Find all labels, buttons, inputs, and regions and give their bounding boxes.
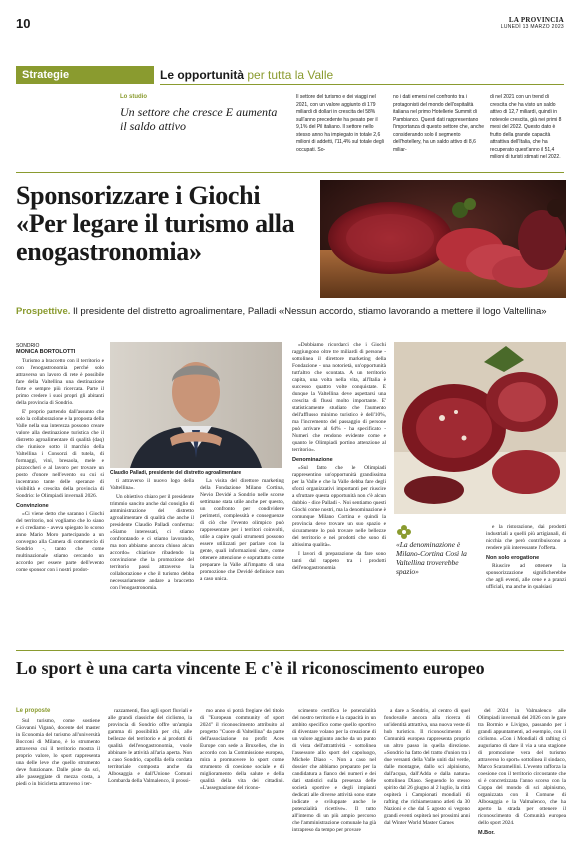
dateline-place: SONDRIO (16, 343, 40, 349)
pull-quote-text: «La denominazione è Milano-Cortina Così la Valtellina troverebbe spazio» (396, 540, 467, 576)
paragraph: Turismo a braccetto con il territorio e con l'enogastronomia perché solo attraverso un lavoro di rete è possibile fare della Valtellina una destinazione forte e sempre più ricercata. Parte il primo credere i suoi propri gli abitanti della provincia di Sondrio. (16, 358, 104, 406)
subheading-convinzione: Convinzione (16, 503, 49, 509)
paragraph: razzamenti, fino agli sport fluviali e alle grandi classiche del ciclismo, la provincia di Sondrio offre un'ampia gamma di possibilità per chi, alle bellezze del territorio e ai prodotti di qualità dell'enogastronomia, vuole abbinare le attività all'aria aperta. Non a caso Sondrio, capofila della cordata territoriale composta anche da Albosaggia e dall'Unione Comuni Lombarda della Valmalenco, il prossi- (108, 708, 192, 784)
page-number: 10 (16, 16, 31, 31)
article-column-4 (292, 342, 386, 574)
article2-column-3 (200, 708, 284, 794)
subheading-denominazione: Denominazione (292, 457, 333, 463)
paragraph: a dare a Sondrio, al centro di quel fondovalle ancora alla ricerca di un'identità attrattiva, una nuova veste di hub turistico. Il riconoscimento di Comunità europea rappresenta proprio un altro passo in quella direzione. «Sondrio ha fatto del tratto d'union tra i due versanti della Valle uniti dal verde, dalle montagne, dallo sci alpinismo, dall'acqua, dall'Adda e dalla natura» sottolinea Diaso. Seguendo lo stesso spirito dal 26 giugno al 2 luglio, la città ospiterà i Campionati mondiali di rafting che richiameranno atleti da 30 Nazioni e che dal 5 agosto si vegono grandi eventi ospiterà nei prossimi anni dal Winter World Master Games (384, 708, 470, 826)
second-headline: Lo sport è una carta vincente E c'è il riconoscimento europeo (16, 658, 485, 678)
tagline-thin: per tutta la Valle (247, 68, 334, 82)
subheadline (16, 306, 564, 318)
proposte-label: Le proposte (16, 708, 51, 714)
subheading-non-solo: Non solo erogatione (486, 555, 540, 561)
studio-column-2: no i dati emersi nel confronto tra i protagonisti del mondo dell'ospitalità italiana nel primo Hotellerie Summit di Pambianco. Questi dati rappresentano l'importanza di questo settore che, anche considerando solo il segmento dell'hotellery, ha un saldo attivo di 8,6 miliar- (393, 94, 485, 153)
studio-title: Un settore che cresce E aumenta il saldo attivo (120, 105, 278, 133)
paragraph: Sul turismo, come sostiene Giovanni Viganò, docente del master in Economia del turismo all'università Bocconi di Milano, è lo strumento attraverso cui il territorio mostra il proprio valore, lo sport rappresenta una delle leve che quello strumento deve funzionare. Dalle piste da sci, alle passeggiate di mezza costa, a piedi o in bicicletta attraverso i ter- (16, 718, 100, 787)
paragraph: ti attraverso il nuovo logo della Valtellina». (110, 478, 194, 491)
portrait-caption: Claudio Palladi, presidente del distretto agroalimentare (110, 470, 242, 476)
article2-column-4 (292, 708, 376, 836)
article-column-3 (200, 478, 284, 585)
divider (16, 650, 564, 651)
paragraph: I lavori di preparazione da fare sono tanti dal tappeto tra i prodotti dell'enogastronomia (292, 551, 386, 571)
masthead (501, 16, 564, 30)
author-name: MONICA BORTOLOTTI (16, 349, 76, 355)
paragraph: «Sul fatto che le Olimpiadi rappresentino un'opportunità grandissima per la Valle e che la Valle debba fare degli sforzi organizzativi importanti per riuscire a sfruttare questa opportunità non c'è alcun dubbio - dice Palladi -. Noi sentiamo questi Giochi come nostri, ma la denominazione è comunque Milano Cortina e quindi la provincia deve trovare un suo spazio e sicuramente lo può trovare nelle bellezze del territorio e nei prodotti che sono di altissima qualità». (292, 465, 386, 548)
flower-icon (396, 524, 412, 540)
article2-column-2 (108, 708, 192, 787)
paragraph: mo anno si potrà fregiare del titolo di "European community of sport 2024" il riconoscimento attribuito al progetto "Cuore di Valtellina" da parte dell'associazione no profit Aces Europe con sede a Bruxelles, che in accordo con la Commissione europea, mira a promuovere lo sport come strumento di coesione sociale e di miglioramento della salute e della qualità della vita dei cittadini. «L'assegnazione del ricono- (200, 708, 284, 791)
paragraph: del 2024 in Valmalenco alle Olimpiadi invernali del 2026 con le gare tra Bormio e Livigno, passando per i grandi appuntamenti, ad esempio, con il ciclismo. «Con i Mondiali di rafting ci auguriamo di dare il via a una stagione di promozione vera del turismo attraverso lo sport» sottolinea il sindaco, Marco Scaramellini. L'evento rafforza la coesione con il territorio circostante che si è concretizzata l'anno scorso con la Coppa del mondo di sci alpinismo, organizzata con il Comune di Albosaggia e la Valmalenco, che ha aperto la strada per ottenere il riconoscimento di Comunità europea dello sport 2024. (478, 708, 566, 826)
article-column-2 (110, 478, 194, 594)
section-bar (16, 66, 564, 84)
paragraph: Un obiettivo chiaro per il presidente trimmio sancito anche dal consiglio di amministrazione del distretto agroalimentare di qualità che anche il presidente Claudio Palladi conferma: «Siamo interessati, ci stiamo confrontando e ci stiamo lavorando, ma non abbiamo ancora chiuso alcun accordo» chiarisce ribadendo la convinzione che la promozione del territorio passi attraverso la collaborazione e che il turismo debba necessariamente andare a braccetto con l'enogastronomia. (110, 494, 194, 591)
studio-column-3: di nel 2021 con un trend di crescita che ha visto un saldo attivo di 12,7 miliardi, quindi in notevole crescita, già nei primi 8 mesi del 2022. Questo dato è frutto della grande capacità attrattiva dell'Italia, che ha recuperato quest'anno il 51,4 milioni di turisti stimati nel 2022. (490, 94, 562, 160)
paragraph: «Dobbiamo ricordarci che i Giochi raggiungono oltre tre miliardi di persone - sottolinea il direttore marketing della Fondazione - una notorietà, un'opportunità tutt'altro che scontata. A un territorio capita, una volta nella vita, all'Italia è successo quattro volte conquistate. E dunque la Valtellina deve aspettarsi una crescita di flussi molto importante. E' statisticamente studiato che l'aumento dell'afflusso minimo turistico è dell'10%, ma l'incremento del passaggio di persone può arrivare al 64% - ha specificato - Numeri che rendono evidente come e quanto le Olimpiadi portino attenzione al territorio». (292, 342, 386, 453)
salumi-photo (394, 342, 566, 514)
kicker: Prospettive. (16, 306, 71, 317)
subhead-text: Il presidente del distretto agroalimentare, Palladi «Nessun accordo, stiamo lavorando a mettere il logo Valtellina» (70, 306, 547, 317)
bresaola-photo (320, 180, 566, 298)
article2-column-5 (384, 708, 470, 829)
divider (16, 172, 564, 173)
section-label: Strategie (16, 66, 154, 84)
byline (16, 343, 75, 355)
section-tagline (160, 66, 564, 85)
issue-date: LUNEDÌ 13 MARZO 2023 (500, 24, 564, 30)
paragraph: Riuscire ad ottenere la sponsorizzazione significherebbe che agli eventi, alle cene e a pranzi ufficiali, ma anche in qualsiasi (486, 563, 566, 590)
paragraph: e la ristorazione, dai prodotti industriali a quelli più artigianali, di nicchia che però contribuiscono a rendere più interessante l'offerta. (486, 524, 566, 551)
article-column-5 (486, 524, 566, 593)
article-column-1 (16, 358, 104, 576)
paragraph: scimento certifica le potenzialità del nostro territorio e la capacità in un ambito specifico come quello sportivo di diventare volano per la creazione di un valore aggiunto anche da un punto di vista dell'attrattività - sottolinea l'assessore allo sport del capoluogo, Michele Diaso -. Non a caso nel dossier che abbiamo preparato per la candidatura a fianco dei numeri e dei dati statistici sulla presenza delle società sportive e degli impianti dedicati alle diverse attività sono state indicate e sviluppate anche le potenzialità ricettive». Il tutto all'interno di un più ampio percorso che l'amministrazione comunale ha già intrapreso da tempo per provare (292, 708, 376, 833)
studio-label: Lo studio (120, 94, 147, 100)
tagline-bold: Le opportunità (160, 68, 244, 82)
paragraph: E' proprio partendo dall'assunto che solo la collaborazione e la proposta della Valle nella sua interezza possono creare valore alla destinazione turistica che il distretto agroalimentare di qualità (daq) che riunisce sotto il marchio della Valtellina i Consorzi di tutela, di formaggi, vini, bresaola, mele e pizzoccheri e al lavoro per trovare un posto d'onore nell'evento su cui si incentrano tante delle speranze di visibilità e crescita della provincia di Sondrio: le Olimpiadi invernali 2026. (16, 409, 105, 499)
author-signature: M.Bor. (478, 830, 495, 836)
paragraph: La visita del direttore marketing della Fondazione Milano Cortina, Nevio Devidé a Sondrio nelle scorse settimane stata utile anche per questo, un confronto per condividere perimetri, complessità e conseguenze di ciò che l'evento olimpico può rappresentare per i territori coinvolti, utile a capire quali strumenti possono essere utilizzati per parlare con la gente, quali informazioni dare, come ottenere attenzione e soprattutto come preparare la Valle all'impatto di una promozione che Devidé definisce non a caso unica. (200, 478, 284, 582)
studio-column-1: Il settore del turismo e dei viaggi nel 2021, con un valore aggiunto di 179 miliardi di dollari in crescita del 58% sull'anno precedente ha pesato per il 9,1% del Pil italiano. Il settore nello stesso anno ha impiegato in totale 2,6 milioni di addetti, l'11,4% sul totale degli occupati. So- (296, 94, 384, 153)
pull-quote (396, 540, 478, 576)
article2-column-6 (478, 708, 566, 838)
portrait-photo (110, 342, 282, 468)
article2-column-1 (16, 718, 100, 790)
main-headline: Sponsorizzare i Giochi «Per legare il turismo alla enogastronomia» (16, 181, 295, 266)
paragraph: «Ci viene detto che saranno i Giochi del territorio, noi vogliamo che lo siano e ci crediamo - aveva spiegato lo scorso anno Mario Moro partecipando a un convegno alla Camera di commercio di Sondrio -, tanto che come multinazionale stiamo cercando un accordo per essere parte dell'evento come sponsor con i nostri prodot- (16, 511, 104, 573)
newspaper-name: LA PROVINCIA (508, 16, 564, 24)
